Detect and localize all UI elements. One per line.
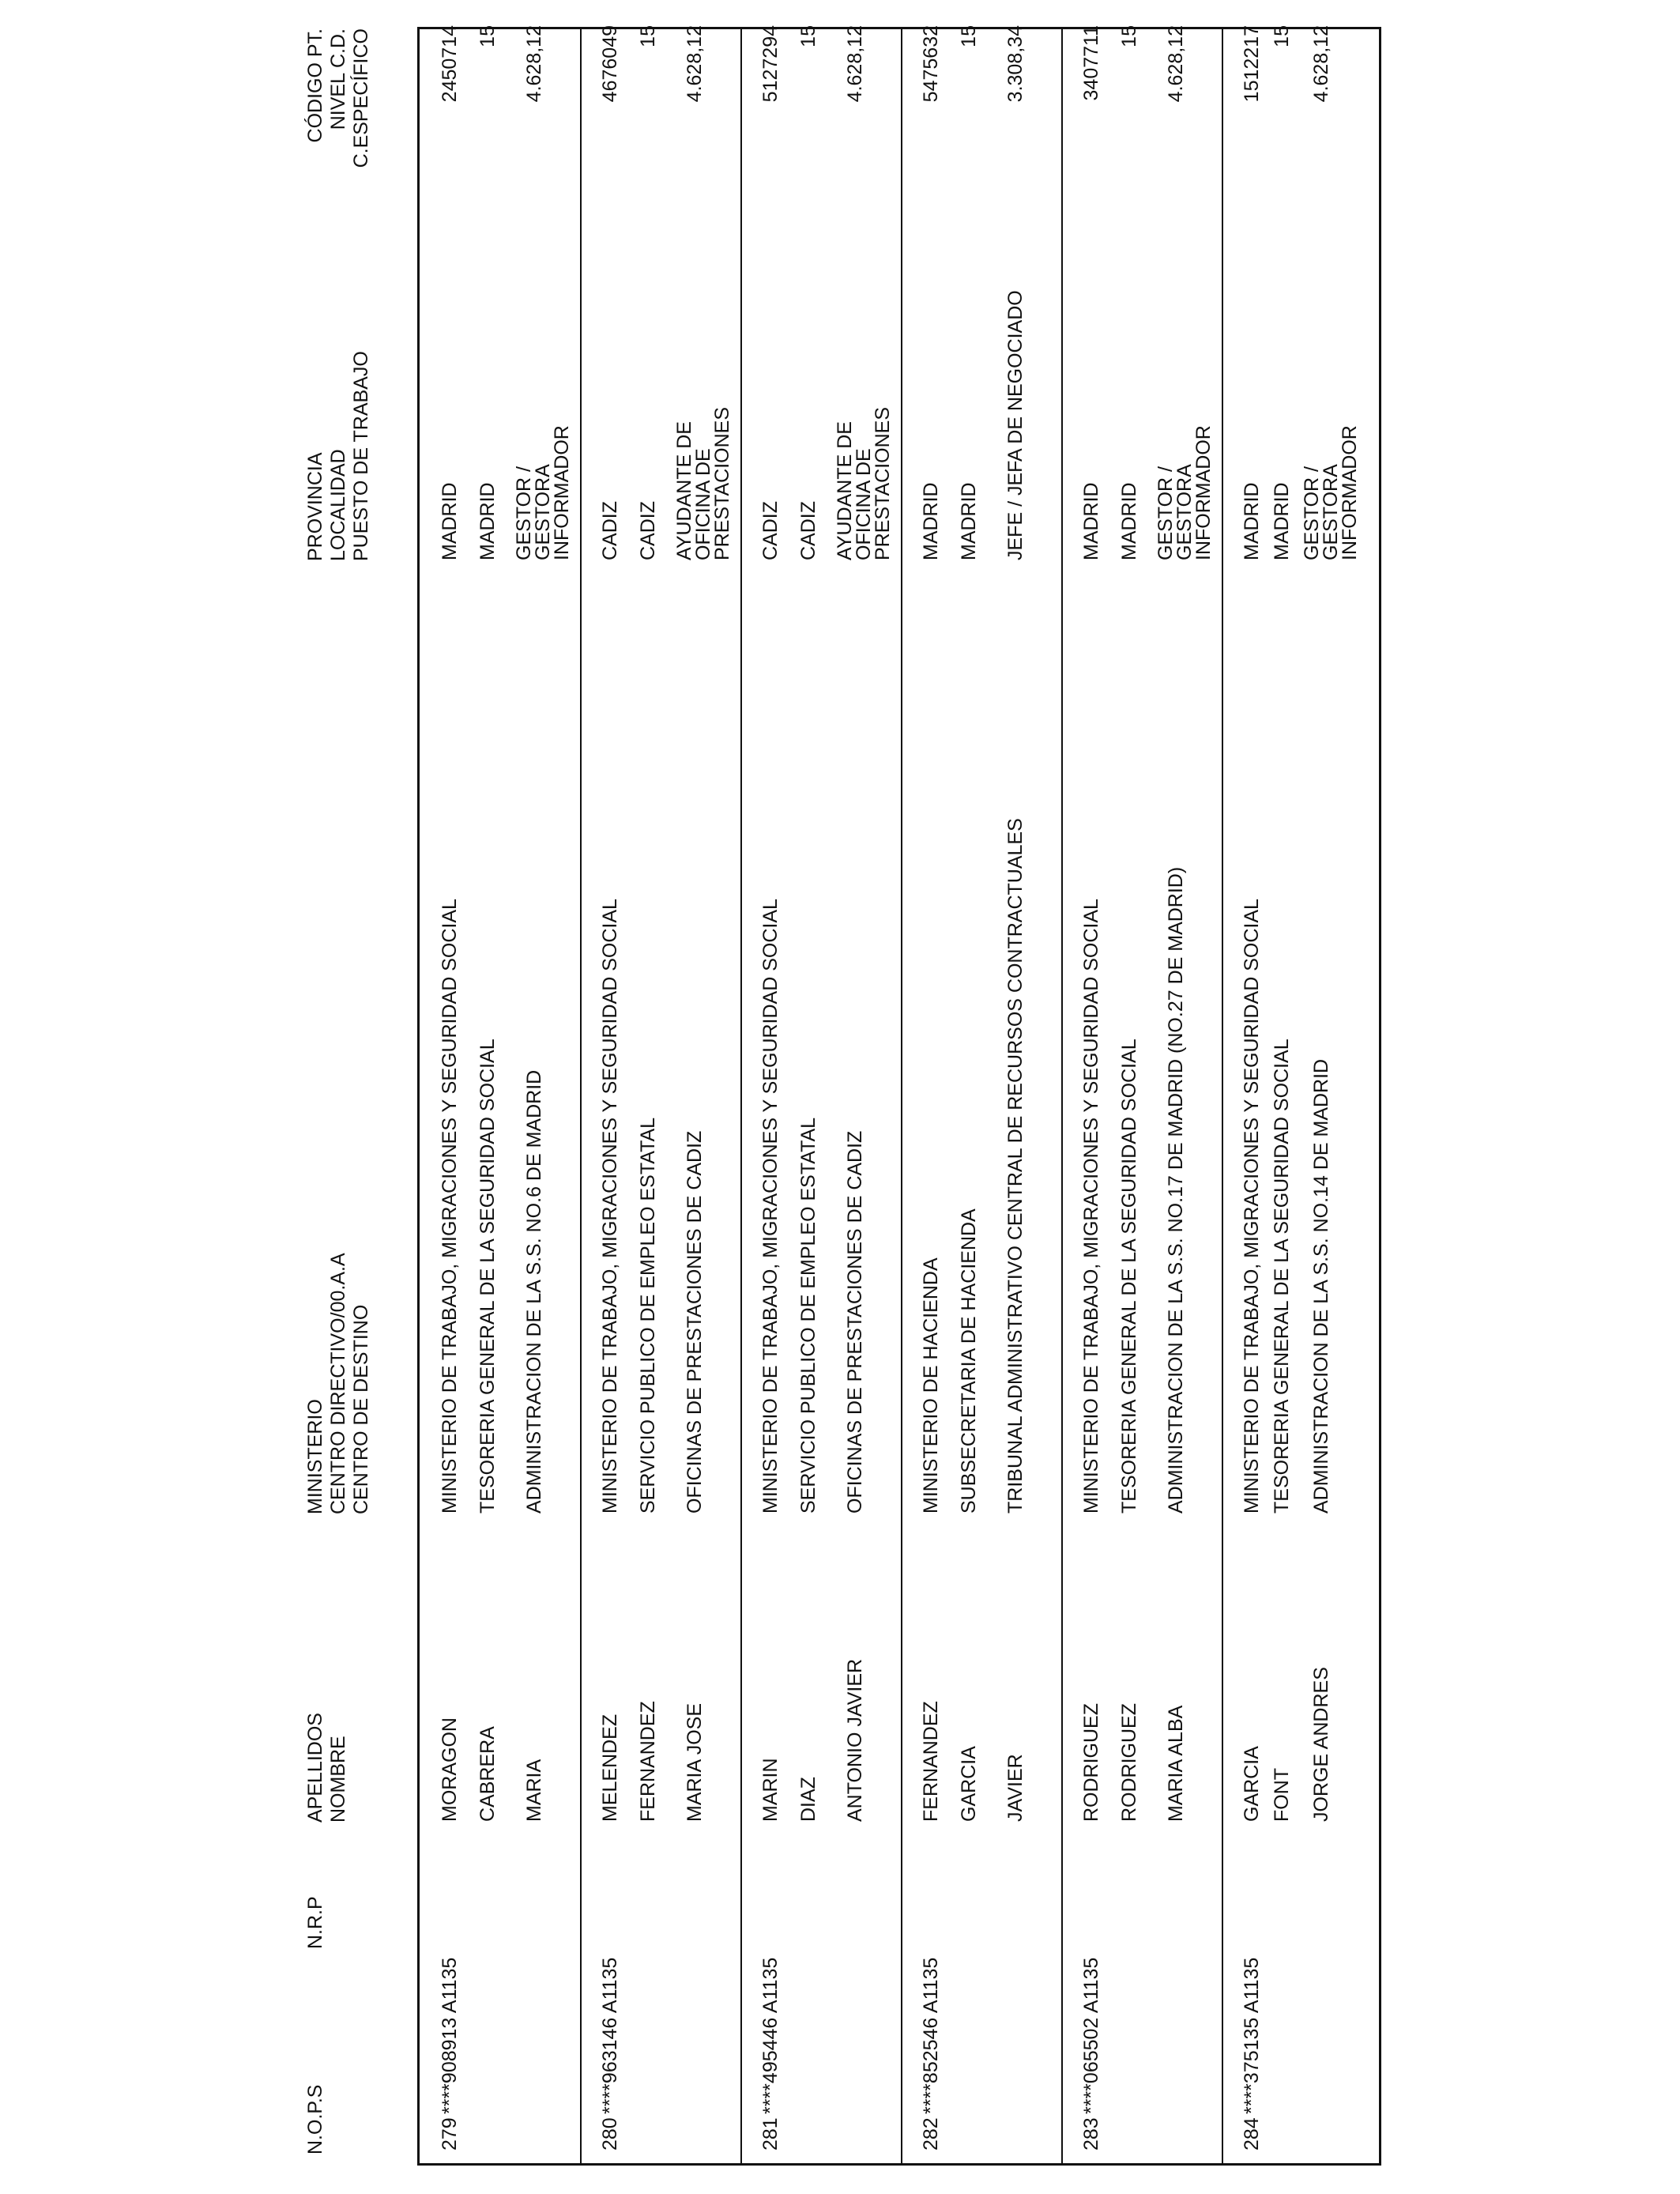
apellido2-cell: DIAZ xyxy=(797,1777,819,1822)
provincia-cell: MADRID xyxy=(1241,482,1263,560)
header-nivel-label: NIVEL C.D. xyxy=(327,28,349,130)
nivel-cell: 15 xyxy=(637,25,659,47)
ministerio-cell: MINISTERIO DE TRABAJO, MIGRACIONES Y SEGURIDAD SOCIAL xyxy=(599,899,621,1514)
codigo-cell: 1512217 xyxy=(1241,25,1263,103)
localidad-cell: CADIZ xyxy=(797,501,819,560)
table-row xyxy=(1061,25,1223,2163)
header-nops-label: N.O.P.S xyxy=(304,2084,326,2154)
table-row xyxy=(740,25,902,2163)
apellido1-cell: GARCIA xyxy=(1241,1746,1263,1822)
especifico-cell: 4.628,12 xyxy=(523,25,545,103)
nombre-cell: JAVIER xyxy=(1004,1754,1026,1822)
table-row xyxy=(1222,25,1384,2163)
centro-directivo-cell: TESORERIA GENERAL DE LA SEGURIDAD SOCIAL xyxy=(1271,1039,1293,1514)
localidad-cell: MADRID xyxy=(1118,482,1140,560)
header-codigo-nivel-especifico xyxy=(304,28,373,226)
table-row xyxy=(420,25,580,2163)
nombre-cell: MARIA JOSE xyxy=(684,1702,706,1822)
header-puesto-label: PUESTO DE TRABAJO xyxy=(350,351,372,561)
header-centro-destino-label: CENTRO DE DESTINO xyxy=(350,1304,372,1514)
header-nops xyxy=(304,2085,327,2154)
codigo-cell: 4676049 xyxy=(599,25,621,103)
nombre-cell: ANTONIO JAVIER xyxy=(844,1658,866,1822)
nombre-cell: MARIA xyxy=(523,1759,545,1822)
especifico-cell: 4.628,12 xyxy=(844,25,866,103)
codigo-cell: 5127294 xyxy=(759,25,782,103)
codigo-cell: 3407711 xyxy=(1080,25,1102,101)
apellido1-cell: MORAGON xyxy=(439,1717,461,1822)
localidad-cell: CADIZ xyxy=(637,501,659,560)
ministerio-cell: MINISTERIO DE TRABAJO, MIGRACIONES Y SEGURIDAD SOCIAL xyxy=(1241,899,1263,1514)
nivel-cell: 15 xyxy=(797,25,819,47)
nivel-cell: 15 xyxy=(1271,25,1293,47)
centro-destino-cell: TRIBUNAL ADMINISTRATIVO CENTRAL DE RECURSOS CONTRACTUALES xyxy=(1004,818,1026,1514)
nrp-cell: ****495446 A1135 xyxy=(759,1957,782,2114)
header-codigo-label: CÓDIGO PT. xyxy=(304,28,326,143)
puesto-cell: GESTOR / GESTORA INFORMADOR xyxy=(513,425,573,560)
especifico-cell: 4.628,12 xyxy=(684,25,706,103)
apellido2-cell: GARCIA xyxy=(958,1746,980,1822)
centro-destino-cell: OFICINAS DE PRESTACIONES DE CADIZ xyxy=(684,1130,706,1514)
puesto-cell: GESTOR / GESTORA INFORMADOR xyxy=(1301,425,1361,560)
table-row xyxy=(580,25,742,2163)
nivel-cell: 15 xyxy=(1118,25,1140,47)
centro-destino-cell: ADMINISTRACION DE LA S.S. NO.14 DE MADRID xyxy=(1310,1058,1332,1514)
especifico-cell: 4.628,12 xyxy=(1165,25,1187,103)
header-nombre-label: NOMBRE xyxy=(327,1736,349,1823)
apellido1-cell: FERNANDEZ xyxy=(920,1701,942,1822)
centro-directivo-cell: SERVICIO PUBLICO DE EMPLEO ESTATAL xyxy=(797,1117,819,1514)
nivel-cell: 15 xyxy=(958,25,980,47)
records-table xyxy=(417,27,1381,2166)
header-nrp xyxy=(304,1896,327,1949)
nops-cell: 281 xyxy=(759,2117,782,2151)
provincia-cell: CADIZ xyxy=(599,501,621,560)
nops-cell: 280 xyxy=(599,2117,621,2151)
centro-directivo-cell: TESORERIA GENERAL DE LA SEGURIDAD SOCIAL xyxy=(1118,1039,1140,1514)
apellido2-cell: FONT xyxy=(1271,1767,1293,1822)
table-row xyxy=(901,25,1063,2163)
nrp-cell: ****375135 A1135 xyxy=(1241,1957,1263,2114)
header-provincia-puesto xyxy=(304,351,373,561)
centro-directivo-cell: SERVICIO PUBLICO DE EMPLEO ESTATAL xyxy=(637,1117,659,1514)
ministerio-cell: MINISTERIO DE TRABAJO, MIGRACIONES Y SEGURIDAD SOCIAL xyxy=(1080,899,1102,1514)
apellido2-cell: RODRIGUEZ xyxy=(1118,1703,1140,1822)
ministerio-cell: MINISTERIO DE HACIENDA xyxy=(920,1257,942,1514)
header-centro-directivo-label: CENTRO DIRECTIVO/00.A.A xyxy=(327,1253,349,1514)
localidad-cell: MADRID xyxy=(1271,482,1293,560)
nops-cell: 284 xyxy=(1241,2117,1263,2151)
nrp-cell: ****065502 A1135 xyxy=(1080,1957,1102,2114)
puesto-cell: AYUDANTE DE OFICINA DE PRESTACIONES xyxy=(834,406,894,560)
provincia-cell: CADIZ xyxy=(759,501,782,560)
nrp-cell: ****852546 A1135 xyxy=(920,1957,942,2114)
header-localidad-label: LOCALIDAD xyxy=(327,449,349,561)
provincia-cell: MADRID xyxy=(920,482,942,560)
apellido1-cell: RODRIGUEZ xyxy=(1080,1703,1102,1822)
apellido1-cell: MARIN xyxy=(759,1758,782,1822)
ministerio-cell: MINISTERIO DE TRABAJO, MIGRACIONES Y SEGURIDAD SOCIAL xyxy=(439,899,461,1514)
apellido1-cell: MELENDEZ xyxy=(599,1713,621,1822)
puesto-cell: JEFE / JEFA DE NEGOCIADO xyxy=(1004,290,1026,560)
provincia-cell: MADRID xyxy=(439,482,461,560)
header-nrp-label: N.R.P xyxy=(304,1896,326,1949)
nombre-cell: MARIA ALBA xyxy=(1165,1705,1187,1822)
nivel-cell: 15 xyxy=(477,25,499,47)
localidad-cell: MADRID xyxy=(958,482,980,560)
provincia-cell: MADRID xyxy=(1080,482,1102,560)
centro-destino-cell: OFICINAS DE PRESTACIONES DE CADIZ xyxy=(844,1130,866,1514)
nops-cell: 283 xyxy=(1080,2117,1102,2151)
header-especifico-label: C.ESPECÍFICO xyxy=(350,28,372,168)
apellido2-cell: FERNANDEZ xyxy=(637,1701,659,1822)
header-apellidos-nombre xyxy=(304,1713,350,1823)
header-ministerio-label: MINISTERIO xyxy=(304,1399,326,1514)
especifico-cell: 3.308,34 xyxy=(1004,25,1026,103)
localidad-cell: MADRID xyxy=(477,482,499,560)
nops-cell: 279 xyxy=(439,2117,461,2151)
nrp-cell: ****963146 A1135 xyxy=(599,1957,621,2114)
puesto-cell: GESTOR / GESTORA INFORMADOR xyxy=(1155,425,1215,560)
header-provincia-label: PROVINCIA xyxy=(304,452,326,561)
centro-directivo-cell: SUBSECRETARIA DE HACIENDA xyxy=(958,1208,980,1514)
nrp-cell: ****908913 A1135 xyxy=(439,1957,461,2114)
apellido2-cell: CABRERA xyxy=(477,1726,499,1822)
ministerio-cell: MINISTERIO DE TRABAJO, MIGRACIONES Y SEGURIDAD SOCIAL xyxy=(759,899,782,1514)
centro-directivo-cell: TESORERIA GENERAL DE LA SEGURIDAD SOCIAL xyxy=(477,1039,499,1514)
puesto-cell: AYUDANTE DE OFICINA DE PRESTACIONES xyxy=(673,406,733,560)
header-ministerio-centro xyxy=(304,1253,373,1514)
codigo-cell: 2450714 xyxy=(439,25,461,103)
centro-destino-cell: ADMINISTRACION DE LA S.S. NO.6 DE MADRID xyxy=(523,1069,545,1514)
centro-destino-cell: ADMINISTRACION DE LA S.S. NO.17 DE MADRID (NO.27 DE MADRID) xyxy=(1165,866,1187,1514)
nops-cell: 282 xyxy=(920,2117,942,2151)
nombre-cell: JORGE ANDRES xyxy=(1310,1667,1332,1822)
codigo-cell: 5475632 xyxy=(920,25,942,103)
header-apellidos-label: APELLIDOS xyxy=(304,1713,326,1823)
especifico-cell: 4.628,12 xyxy=(1310,25,1332,103)
